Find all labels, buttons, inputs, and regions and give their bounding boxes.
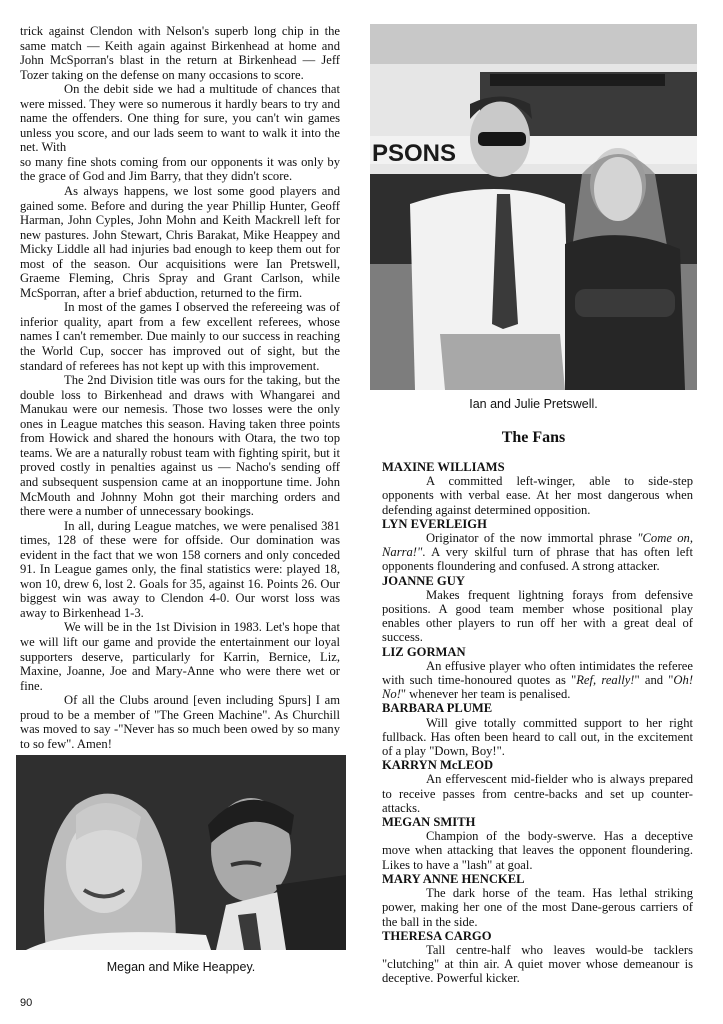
fan-name: LIZ GORMAN bbox=[382, 644, 466, 659]
fan-description: Tall centre-half who leaves would-be tacklers "clutching" at thin air. A quiet mover whose demeanour is deceptive. Powerful kicker. bbox=[382, 942, 693, 986]
fan-description: The dark horse of the team. Has lethal striking power, making her one of the most Dane-gerous carriers of the ball in the side. bbox=[382, 886, 693, 929]
photo-caption: Ian and Julie Pretswell. bbox=[469, 397, 598, 411]
article-paragraph: On the debit side we had a multitude of chances that were missed. They were so numerous it hardly bears to try and name the offenders. One thing for sure, you can't win games unless you score, and our lads seem to want to walk it into the net. With bbox=[20, 82, 340, 155]
fan-name: BARBARA PLUME bbox=[382, 701, 493, 716]
fan-quote: Ref, really! bbox=[576, 673, 635, 688]
fan-description-text: Originator of the now immortal phrase bbox=[426, 531, 638, 546]
fan-description: Champion of the body-swerve. Has a deceptive move when attacking that leaves the opponent floundering. Likes to have a "lash" at goal. bbox=[382, 829, 693, 872]
fan-description-text: An effusive player who often intimidates the referee with such time-honoured quotes as " bbox=[382, 658, 693, 688]
fan-entry bbox=[382, 517, 693, 574]
fans-list bbox=[382, 460, 693, 986]
section-title: The Fans bbox=[501, 429, 566, 446]
photo-couple-image bbox=[16, 755, 346, 950]
fan-entry bbox=[382, 758, 693, 815]
fan-entry bbox=[382, 929, 693, 986]
fan-name: LYN EVERLEIGH bbox=[382, 516, 487, 531]
fan-description-text: " and " bbox=[634, 673, 674, 688]
fan-quote: "Come on, Narra!" bbox=[382, 531, 694, 560]
fan-description-text: . A very skilful turn of phrase that has often left opponents floundering and confused. A strong attacker. bbox=[382, 545, 693, 574]
fan-description: An effervescent mid-fielder who is always prepared to receive passes from centre-backs and set up counter-attacks. bbox=[382, 772, 693, 815]
fan-name: JOANNE GUY bbox=[382, 573, 465, 588]
fan-description: Makes frequent lightning forays from defensive positions. A good team member whose positional play enables other players to run off her with a great deal of success. bbox=[382, 587, 693, 645]
article-paragraph: As always happens, we lost some good players and gained some. Before and during the year Phillip Hunter, Geoff Harman, John Cyples, John Mohn and Keith Mackrell left for new pastures. John Stewart, Chris Barakat, Mike Heappey and Micky Liddle all had injuries bad enough to keep them out for most of the season. Our acquisitions were Ian Pretswell, Graeme Fleming, Chris Spray and Grant Carlson, while McSporran, after a brief abduction, returned to the firm. bbox=[20, 184, 340, 300]
fan-name: THERESA CARGO bbox=[382, 928, 492, 943]
fan-entry bbox=[382, 701, 693, 758]
fan-name: MAXINE WILLIAMS bbox=[382, 460, 505, 474]
fan-entry bbox=[382, 815, 693, 872]
article-paragraph: The 2nd Division title was ours for the taking, but the double loss to Birkenhead and draws with Whangarei and Manukau were our nemesis. Those two losses were the only ones in League matches this season. Having taken three points from Howick and shared the honours with Otara, the two top teams. We are a naturally robust team with fighting spirit, but it proved costly in penalties against us — Nacho's sending off and subsequent suspension came at an inopportune time. John McMouth and Johnny Mohn got their marching orders and there were a number of unnecessary bookings. bbox=[20, 373, 340, 519]
fan-description-text: " whenever her team is penalised. bbox=[400, 687, 571, 702]
fan-entry bbox=[382, 872, 693, 929]
fan-entry bbox=[382, 460, 693, 517]
article-paragraph: so many fine shots coming from our opponents it was only by the grace of God and Jim Barry, that they didn't score. bbox=[20, 154, 340, 184]
fan-description: A committed left-winger, able to side-step opponents with verbal ease. At her most dangerous when defending against determined opposition. bbox=[382, 474, 693, 517]
fan-quote: Oh! No! bbox=[382, 673, 694, 702]
photo-caption: Megan and Mike Heappey. bbox=[106, 960, 256, 974]
fan-name: KARRYN McLEOD bbox=[382, 758, 494, 773]
photo-ian-julie-pretswell bbox=[370, 24, 697, 390]
article-paragraph: We will be in the 1st Division in 1983. Let's hope that we will lift our game and provide the entertainment our loyal supporters deserve, particularly for Karrin, Bernice, Liz, Maxine, Joanne, Joe and Mary-Anne who were there wet or fine. bbox=[20, 620, 340, 693]
page-number: 90 bbox=[20, 997, 33, 1009]
fan-description bbox=[382, 531, 693, 574]
photo-megan-mike-heappey bbox=[16, 755, 346, 950]
article-paragraph: In all, during League matches, we were penalised 381 times, 128 of these were for offside. Our domination was evident in the fact that we won 158 corners and only conceded 91. In League games only, the final statistics were: played 18, won 10, drew 6, lost 2. Goals for 35, against 16. Points 26. Our biggest win was away to Clendon 4-0. Our worst loss was away to Birkenhead 1-3. bbox=[20, 518, 340, 620]
fan-name: MARY ANNE HENCKEL bbox=[382, 871, 525, 886]
article-paragraph: trick against Clendon with Nelson's superb long chip in the same match — Keith again against Birkenhead at home and John McSporran's blast in the return at Birkenhead — Jeff Tozer taking on the defense on many occasions to score. bbox=[20, 24, 340, 82]
fan-description bbox=[382, 659, 693, 702]
article-paragraph: In most of the games I observed the refereeing was of inferior quality, apart from a few excellent referees, whose names I can't remember. Due mainly to our success in reaching the World Cup, soccer has improved out of sight, but the standard of referees has not kept up with this improvement. bbox=[20, 300, 340, 373]
bus-sign-text: PSONS bbox=[372, 140, 457, 167]
article-body bbox=[20, 24, 340, 751]
fan-name: MEGAN SMITH bbox=[382, 815, 476, 830]
fan-entry bbox=[382, 574, 693, 645]
photo-bus-image bbox=[370, 24, 697, 390]
fan-entry bbox=[382, 645, 693, 702]
fan-description: Will give totally committed support to her right fullback. Has often been heard to call out, in the excitement of a play "Down, Boy!". bbox=[382, 715, 693, 759]
article-paragraph: Of all the Clubs around [even including Spurs] I am proud to be a member of "The Green Machine". As Churchill was moved to say -"Never has so much been owed by so many to so few". Amen! bbox=[20, 693, 340, 751]
